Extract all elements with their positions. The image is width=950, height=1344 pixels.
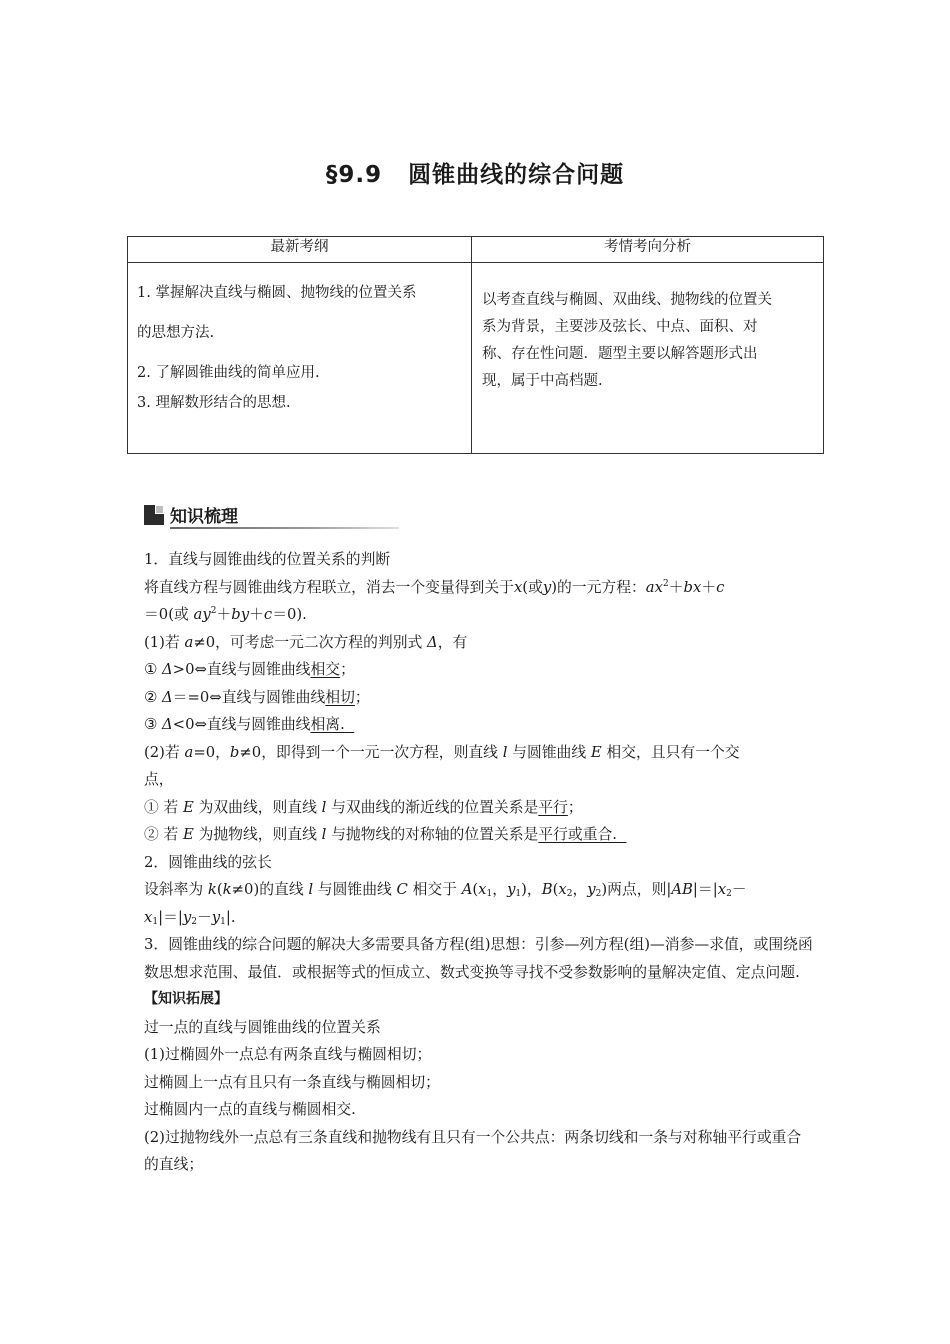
extension-1: (1)过椭圆外一点总有两条直线与椭圆相切；: [144, 1046, 432, 1063]
answer-parallel-or-coincide: 平行或重合.: [538, 826, 617, 843]
syllabus-item-1b: 的思想方法.: [137, 325, 215, 341]
extension-title: 过一点的直线与圆锥曲线的位置关系: [144, 1018, 381, 1036]
analysis-line-2: 系为背景，主要涉及弦长、中点、面积、对: [482, 319, 758, 335]
s1-case2-e2: ② 若 E 为抛物线，则直线 l 与抛物线的对称轴的位置关系是平行或重合.: [144, 826, 617, 843]
s3-text: 3．圆锥曲线的综合问题的解决大多需要具备方程(组)思想：引参—列方程(组)—消参—求值，或围绕函数思想求范围、最值．或根据等式的恒成立、数式变换等寻找不受参数影响的量解决定值、定点问题.: [144, 936, 813, 981]
section-square-icon: [144, 505, 164, 525]
extension-label: 【知识拓展】: [144, 991, 228, 1007]
section-underline: [170, 527, 399, 529]
syllabus-table: [127, 236, 824, 454]
page-title: [0, 156, 950, 189]
content-body: [144, 546, 814, 1179]
analysis-line-3: 称、存在性问题．题型主要以解答题形式出: [482, 346, 758, 362]
answer-tangent: 相切: [325, 688, 355, 706]
s1-cond-2: ② Δ＝=0⇔直线与圆锥曲线相切；: [144, 688, 370, 706]
syllabus-header-right: 考情考向分析: [472, 237, 824, 263]
s1-case2: (2)若 a=0，b≠0，即得到一个一元一次方程，则直线 l 与圆锥曲线 E 相交，且只有一个交: [144, 743, 740, 761]
syllabus-right-cell: [472, 263, 824, 454]
syllabus-header-left: 最新考纲: [128, 237, 472, 263]
section-number: §9.9: [325, 162, 383, 188]
answer-parallel: 平行: [538, 798, 568, 816]
s1-intro: 将直线方程与圆锥曲线方程联立，消去一个变量得到关于x(或y)的一元方程：$ax^2+bx+c$: [144, 578, 725, 596]
s1-title: 1．直线与圆锥曲线的位置关系的判断: [144, 551, 391, 568]
s1-case2-cont: 点，: [144, 771, 174, 788]
extension-3: 过椭圆内一点的直线与椭圆相交.: [144, 1101, 356, 1118]
s1-cond-3: ③ Δ<0⇔直线与圆锥曲线相离.: [144, 716, 345, 733]
extension-4: (2)过抛物线外一点总有三条直线和抛物线有且只有一个公共点：两条切线和一条与对称轴平行或重合的直线；: [144, 1128, 802, 1173]
answer-separate: 相离.: [310, 716, 345, 733]
section-title: 圆锥曲线的综合问题: [408, 162, 625, 188]
extension-2: 过椭圆上一点有且只有一条直线与椭圆相切；: [144, 1073, 440, 1091]
analysis-line-4: 现，属于中高档题.: [482, 373, 603, 389]
s1-intro-cont: ＝0(或 $ay^2+by+c=0$).: [144, 606, 307, 623]
section-heading-label: 知识梳理: [170, 506, 238, 527]
analysis-line-1: 以考查直线与椭圆、双曲线、抛物线的位置关: [482, 292, 772, 308]
s1-case1: (1)若 a≠0，可考虑一元二次方程的判别式 Δ，有: [144, 633, 468, 651]
section-heading: [144, 502, 240, 528]
s2-chord-cont: $x_1|=|y_2-y_1|$.: [144, 908, 236, 927]
s1-case2-e1: ① 若 E 为双曲线，则直线 l 与双曲线的渐近线的位置关系是平行；: [144, 798, 583, 816]
syllabus-item-1a: 1. 掌握解决直线与椭圆、抛物线的位置关系: [137, 285, 417, 301]
answer-intersect: 相交: [310, 661, 341, 678]
s2-chord: 设斜率为 k(k≠0)的直线 l 与圆锥曲线 C 相交于 $A(x_1$，$y_1$)，$B(x_2$，$y_2$)两点，则$|AB|=|x_2-$: [144, 881, 747, 899]
s1-cond-1: ① Δ>0⇔直线与圆锥曲线相交；: [144, 661, 355, 678]
s2-title: 2．圆锥曲线的弦长: [144, 853, 272, 871]
syllabus-item-3: 3. 理解数形结合的思想.: [137, 395, 291, 411]
syllabus-left-cell: [128, 263, 472, 454]
syllabus-item-2: 2. 了解圆锥曲线的简单应用.: [137, 365, 320, 381]
